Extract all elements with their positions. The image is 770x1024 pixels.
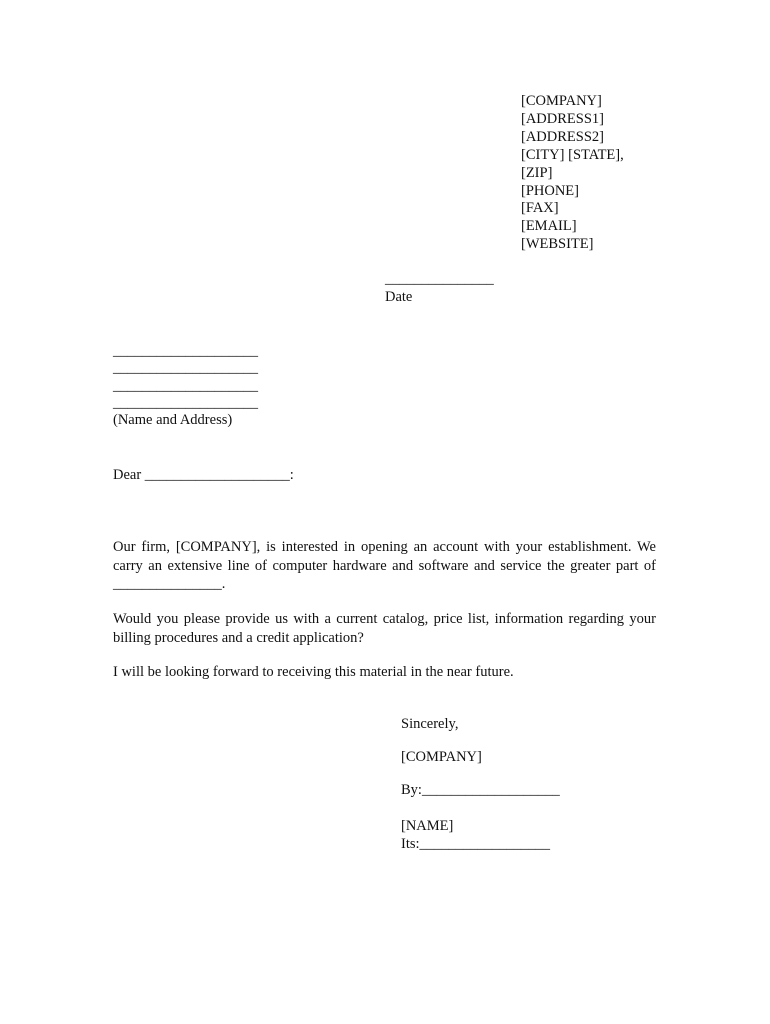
sender-company: [COMPANY] — [521, 93, 602, 109]
signer-name: [NAME] — [401, 818, 454, 834]
signature-by-line: By:___________________ — [401, 782, 560, 798]
date-block — [385, 271, 494, 307]
recipient-blank-line: ____________________ — [113, 343, 258, 359]
salutation: Dear ____________________: — [113, 467, 294, 483]
closing-sincerely: Sincerely, — [401, 716, 459, 732]
body-paragraph-2: Would you please provide us with a current catalog, price list, information regarding your billing procedures and a credit application? — [113, 611, 656, 646]
sender-address1: [ADDRESS1] — [521, 110, 604, 127]
sender-email: [EMAIL] — [521, 218, 577, 235]
recipient-label: (Name and Address) — [113, 412, 233, 429]
sender-city-state: [CITY] [STATE], — [521, 146, 624, 163]
signer-title-line: Its:__________________ — [401, 836, 551, 852]
sender-address2: [ADDRESS2] — [521, 128, 604, 145]
sender-zip: [ZIP] — [521, 164, 553, 181]
closing-company: [COMPANY] — [401, 749, 482, 765]
recipient-address-block — [113, 343, 258, 429]
recipient-blank-line: ____________________ — [113, 360, 258, 377]
date-label: Date — [385, 288, 413, 305]
sender-fax: [FAX] — [521, 200, 559, 217]
sender-website: [WEBSITE] — [521, 236, 594, 253]
recipient-blank-line: ____________________ — [113, 394, 258, 411]
body-paragraph-1: Our firm, [COMPANY], is interested in opening an account with your establishment. We carry an extensive line of computer hardware and software and service the greater part of _______________. — [113, 539, 656, 592]
date-blank: _______________ — [385, 271, 494, 287]
body-paragraph-3: I will be looking forward to receiving this material in the near future. — [113, 664, 514, 680]
recipient-blank-line: ____________________ — [113, 377, 258, 394]
sender-address-block — [521, 93, 624, 254]
sender-phone: [PHONE] — [521, 182, 579, 199]
